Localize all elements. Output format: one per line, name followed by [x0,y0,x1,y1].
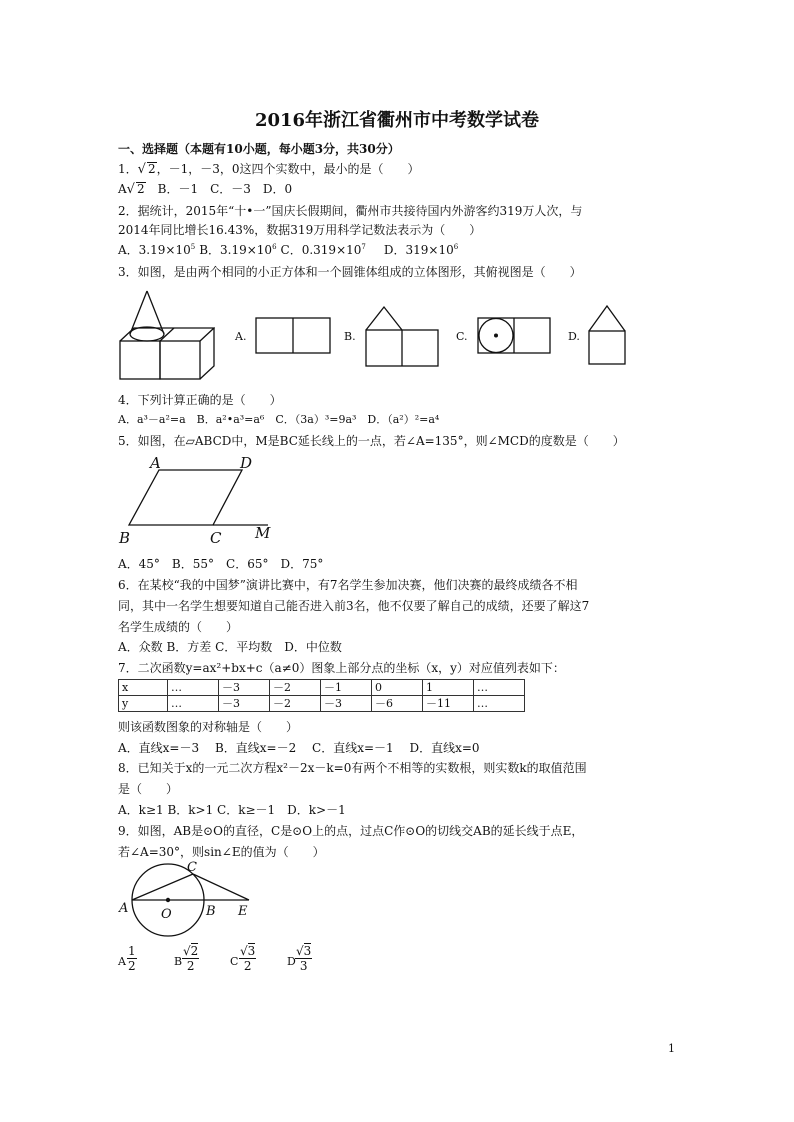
radicand: 3 [247,944,256,958]
q5-point-c: C [210,529,222,547]
q7-value-table [118,679,525,712]
q9-point-o: O [161,907,172,922]
q7-text: 7．二次函数y=ax²+bx+c（a≠0）图象上部分点的坐标（x，y）对应值列表如下： [118,661,565,675]
sqrt-symbol: √ [296,944,304,958]
q9-option-d-label: D [287,955,296,968]
q2-option-a-exp: 5 [190,243,196,251]
q5-options: A．45° B．55° C．65° D．75° [118,557,324,571]
q9-option-c-label: C [230,955,239,968]
table-cell: －3 [219,696,270,712]
q2-option-b-exp: 6 [272,243,277,251]
q3-text: 3．如图，是由两个相同的小正方体和一个圆锥体组成的立体图形，其俯视图是（ ） [118,265,582,279]
table-cell: －1 [321,680,372,696]
q4-text: 4．下列计算正确的是（ ） [118,393,282,407]
page-title: 2016年浙江省衢州市中考数学试卷 [254,110,540,131]
fraction-denominator: 2 [128,959,136,973]
q5-point-b: B [119,529,131,547]
q9-option-c-fraction [239,944,256,973]
q9-option-b-label: B [174,955,183,968]
q5-point-d: D [240,456,253,472]
sqrt-symbol: √ [240,944,248,958]
q1-option-rest: B．－1 C．－3 D．0 [157,182,293,196]
table-cell: … [474,696,525,712]
q1-number: 1． [118,162,138,176]
table-cell: －3 [321,696,372,712]
q8-line1: 8．已知关于x的一元二次方程x²－2x－k=0有两个不相等的实数根，则实数k的取值范围 [118,761,587,775]
q2-options [118,242,458,258]
q1-text: ，－1，－3，0这四个实数中，最小的是（ ） [156,162,420,176]
q9-point-b: B [206,904,216,919]
q9-point-c: C [187,860,197,875]
table-cell: 0 [372,680,423,696]
q5-point-a: A [150,456,161,472]
table-cell: －2 [270,696,321,712]
q3-option-d-figure [586,303,630,367]
fraction-numerator [239,944,256,959]
q6-line1: 6．在某校“我的中国梦”演讲比赛中，有7名学生参加决赛，他们决赛的最终成绩各不相 [118,578,578,592]
fraction-denominator: 3 [299,959,308,973]
q6-line3: 名学生成绩的（ ） [118,620,239,634]
q2-option-c-exp: 7 [361,243,366,251]
table-cell: －11 [423,696,474,712]
page-number: 1 [668,1042,675,1055]
q5-parallelogram-figure [116,456,276,548]
q2-option-d: D．319×10 [383,243,454,257]
table-cell: 1 [423,680,474,696]
fraction-numerator [182,944,199,959]
q9-option-a-fraction [127,944,137,973]
radicand: 2 [190,944,199,958]
q9-option-a-label: A [118,955,126,968]
q3-solid-figure [115,288,215,384]
q6-options: A．众数 B．方差 C．平均数 D．中位数 [118,640,342,654]
q9-circle-figure [114,858,264,944]
q9-point-e: E [238,904,248,919]
fraction-denominator: 2 [243,959,252,973]
table-row [119,680,525,696]
q3-option-b-label: B. [344,330,356,343]
q2-option-d-exp: 6 [453,243,459,251]
radicand: 3 [303,944,312,958]
table-cell: x [119,680,168,696]
q9-point-a: A [119,901,129,916]
sqrt-symbol: √ [126,182,135,197]
q2-option-c: C．0.319×10 [280,243,362,257]
table-cell: －2 [270,680,321,696]
q3-option-d-label: D. [568,330,580,343]
fraction-numerator [295,944,312,959]
q5-point-m: M [255,524,271,542]
q7-line2: 则该函数图象的对称轴是（ ） [118,720,299,734]
q3-option-c-figure [476,316,556,356]
q9-option-d-fraction [295,944,312,973]
question-1 [118,161,419,178]
q2-line1: 2．据统计，2015年“十•一”国庆长假期间，衢州市共接待国内外游客约319万人次，与 [118,204,583,218]
q9-line1: 9．如图，AB是⊙O的直径，C是⊙O上的点，过点C作⊙O的切线交AB的延长线于点E， [118,824,584,838]
table-cell: … [474,680,525,696]
table-row [119,696,525,712]
q9-option-b-fraction [182,944,199,973]
table-cell: －6 [372,696,423,712]
q7-options: A．直线x=－3 B．直线x=－2 C．直线x=－1 D．直线x=0 [118,741,480,755]
q1-option-a-label: A [118,182,127,196]
table-cell: … [168,680,219,696]
table-cell: y [119,696,168,712]
q5-text: 5．如图，在▱ABCD中，M是BC延长线上的一点，若∠A=135°，则∠MCD的度数是（ ） [118,434,625,448]
q2-option-a: A．3.19×10 [118,243,191,257]
q2-line2: 2014年同比增长16.43%，数据319万用科学记数法表示为（ ） [118,223,482,237]
fraction-numerator: 1 [128,944,136,958]
fraction-denominator: 2 [186,959,195,973]
q3-option-b-figure [364,305,444,369]
sqrt-symbol: √ [183,944,191,958]
q3-option-c-label: C. [456,330,468,343]
q2-option-b: B．3.19×10 [199,243,273,257]
q1-options [118,181,292,198]
sqrt-symbol: √ [137,162,146,177]
q6-line2: 同，其中一名学生想要知道自己能否进入前3名，他不仅要了解自己的成绩，还要了解这7 [118,599,590,613]
q8-line2: 是（ ） [118,782,179,796]
table-cell: … [168,696,219,712]
section-heading: 一、选择题（本题有10小题，每小题3分，共30分） [118,142,400,156]
q8-options: A．k≥1 B．k>1 C．k≥－1 D．k>－1 [118,803,346,817]
table-cell: －3 [219,680,270,696]
q9-line2: 若∠A=30°，则sin∠E的值为（ ） [118,845,325,859]
q3-option-a-figure [254,316,334,356]
q4-options: A．a³－a²=a B．a²•a³=a⁶ C．（3a）³=9a³ D．（a²）²=a⁴ [118,413,440,426]
q1-option-a-radicand: 2 [136,182,145,196]
q1-radicand: 2 [147,162,156,176]
q3-option-a-label: A. [235,330,247,343]
